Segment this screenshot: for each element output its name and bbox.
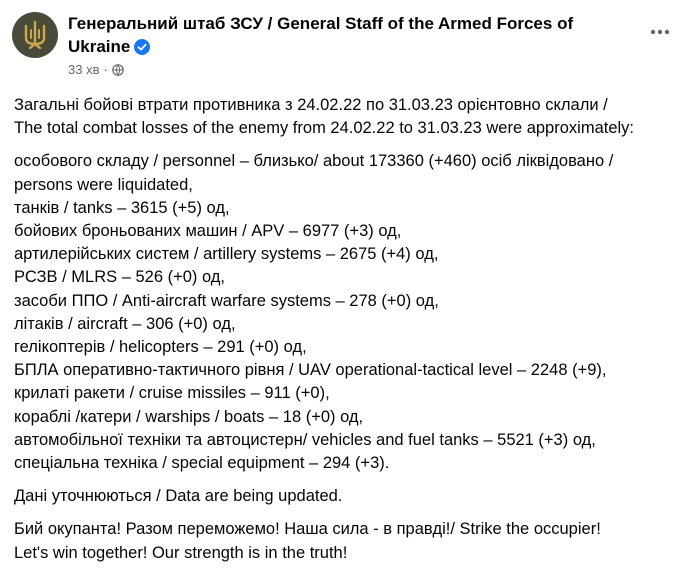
loss-line: автомобільної техніки та автоцистерн/ vehicles and fuel tanks – 5521 (+3) од,: [14, 430, 596, 449]
loss-line: кораблі /катери / warships / boats – 18 (+0) од,: [14, 407, 364, 426]
loss-line: БПЛА оперативно-тактичного рівня / UAV operational-tactical level – 2248 (+9),: [14, 361, 607, 380]
loss-line: гелікоптерів / helicopters – 291 (+0) од,: [14, 338, 307, 357]
intro-paragraph: [14, 94, 682, 140]
more-options-icon[interactable]: [644, 20, 676, 44]
update-note-text: Дані уточнюються / Data are being updated.: [14, 487, 343, 506]
intro-line: The total combat losses of the enemy from 24.02.22 to 31.03.23 were approximately:: [14, 119, 635, 138]
loss-line: спеціальна техніка / special equipment – 294 (+3).: [14, 454, 390, 473]
post-text: [14, 94, 682, 575]
verified-badge-icon: [134, 38, 150, 61]
page-avatar[interactable]: [12, 12, 58, 58]
intro-line: Загальні бойові втрати противника з 24.02.22 по 31.03.23 орієнтовно склали /: [14, 96, 608, 114]
post-author[interactable]: [68, 12, 608, 61]
loss-line: РСЗВ / MLRS – 526 (+0) од,: [14, 268, 225, 287]
closing-paragraph: [14, 518, 682, 564]
post-header: [0, 0, 688, 90]
post-meta: [68, 62, 124, 77]
closing-line: Let's win together! Our strength is in the truth!: [14, 543, 348, 562]
loss-line: persons were liquidated,: [14, 175, 193, 194]
loss-line: бойових броньованих машин / APV – 6977 (+3) од,: [14, 222, 402, 241]
closing-line: Бий окупанта! Разом переможемо! Наша сила - в правді!/ Strike the occupier!: [14, 520, 601, 539]
trident-emblem-icon: [22, 20, 48, 50]
loss-line: крилаті ракети / cruise missiles – 911 (+0),: [14, 384, 330, 403]
meta-separator: ·: [103, 62, 108, 77]
update-note: [14, 485, 682, 508]
loss-line: особового складу / personnel – близько/ about 173360 (+460) осіб ліквідовано /: [14, 152, 614, 171]
losses-list: [14, 150, 682, 475]
loss-line: артилерійських систем / artillery systems – 2675 (+4) од,: [14, 245, 439, 264]
loss-line: танків / tanks – 3615 (+5) од,: [14, 198, 230, 217]
globe-icon[interactable]: [112, 64, 124, 76]
author-name[interactable]: Генеральний штаб ЗСУ / General Staff of the Armed Forces of Ukraine: [68, 14, 574, 56]
loss-line: засоби ППО / Anti-aircraft warfare systems – 278 (+0) од,: [14, 291, 439, 310]
post-timestamp[interactable]: 33 хв: [68, 62, 100, 77]
loss-line: літаків / aircraft – 306 (+0) од,: [14, 314, 236, 333]
